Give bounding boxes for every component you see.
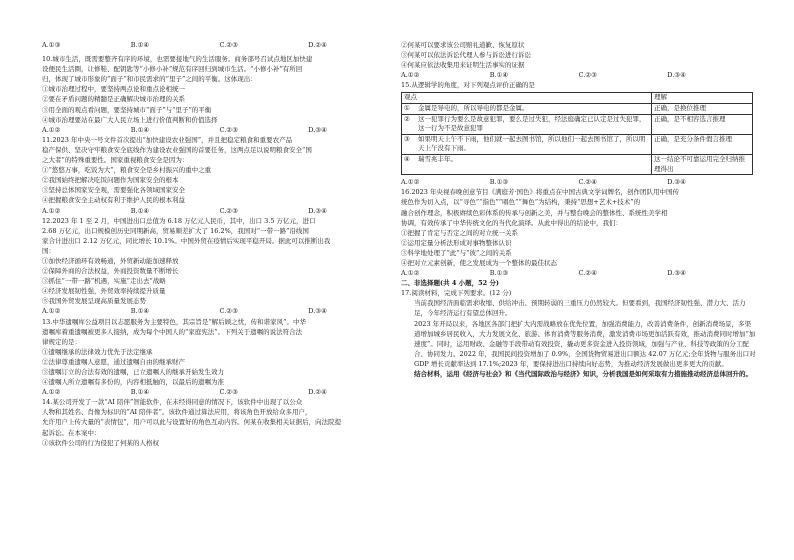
q13-item: ④遗嘱人所立遗嘱有多份的，内容相抵触的，以最后的遗嘱为准 <box>42 378 224 387</box>
option-c: C.②③ <box>219 125 238 134</box>
option-d: D.③④ <box>308 125 327 134</box>
question-12 <box>42 216 397 317</box>
option-c: C.②③ <box>219 206 238 215</box>
table-row <box>402 114 753 134</box>
row-number: ① <box>402 104 417 115</box>
q11-stem-line: 之大者”的特殊重要性。国家重视粮食安全是因为： <box>42 156 189 165</box>
q13-stem-line: 13.中华遗嘱库公益项目以志愿服务为主要特色，其宗旨是“解后顾之忧，传和谐家风”。中华 <box>42 317 306 326</box>
option-b: B.①④ <box>130 125 150 134</box>
q16-item: ①把握了肯定与否定之间的对立统一关系 <box>401 228 518 237</box>
question-11 <box>42 135 397 216</box>
q12-stem-line: 2.68 万亿元，出口规模创历史同期新高，贸易顺差扩大了 16.2%，我国对“一带一路”沿线国 <box>42 226 309 235</box>
q14-item: ①该软件公司的行为侵犯了何某的人格权 <box>42 438 159 447</box>
q12-stem-line: 家合计进出口 2.12 万亿元，同比增长 10.1%。中国外贸在疫情后实现平稳开局。据此可以推断出我 <box>42 236 331 245</box>
q13-stem-line: 遗嘱库着重遗嘱被更多人接纳，成为每个中国人的“家庭宪法”。下列关于遗嘱的说法符合法 <box>42 327 303 336</box>
question-16 <box>401 187 756 278</box>
option-b: B.①③ <box>489 178 509 187</box>
option-b: B.①④ <box>130 307 150 316</box>
q12-stem-line: 12.2023 年 1 至 2 月，中国进出口总值为 6.18 万亿元人民币，其中，出口 3.5 万亿元，进口 <box>42 216 316 225</box>
q10-item: ①城市治理过程中，要坚持两点论和重点论相统一 <box>42 85 185 94</box>
row-viewpoint: 如果明天上午不下雨，他们就一起去图书馆，所以他们一起去图书馆了，所以明天上午没有下雨。 <box>416 134 652 154</box>
q16-stem-line: 协调，有效传承了中华传统文化的当代化演绎。从此中得出的结论中，我们： <box>401 218 622 227</box>
option-b: B.①④ <box>130 41 150 49</box>
q16-stem-line: 融合创作理念，积极赓续色彩体系的传承与创新之美，并与整台晚会的整体性、系统性美学相 <box>401 208 668 217</box>
option-a: A.①② <box>42 307 61 316</box>
option-a: A.①② <box>401 178 420 187</box>
row-understanding: 正确，是换位推理 <box>652 104 753 115</box>
option-a: A.①② <box>42 125 61 134</box>
q10-options <box>42 125 397 135</box>
q14-stem-line: 14.某公司开发了一款“AI 陪伴”智能软件，在未经得同意的情况下，该软件中出现了以公众 <box>42 398 303 407</box>
q14-item: ②何某可以要求该公司赔礼道歉、恢复原状 <box>401 41 525 49</box>
right-column <box>401 40 756 379</box>
q12-item: ③抓住“一带一路”机遇，实施“走出去”战略 <box>42 277 166 286</box>
q10-stem-line: 设便民生活圈，让修鞋、配钥匙等“小修小补”规范有序回归到城市生活。“小修小补”有所回 <box>42 65 303 74</box>
q10-item: ②要在矛盾问题的精髓是正确解决城市治理的关系 <box>42 95 185 104</box>
question-14 <box>42 397 397 447</box>
q14-item: ③何某可以依法诉讼代理人参与诉讼进行诉讼 <box>401 51 531 60</box>
row-number: ③ <box>402 134 417 154</box>
row-viewpoint: 金属是导电的，所以导电的都是金属。 <box>416 104 652 115</box>
option-b: B.①④ <box>130 206 150 215</box>
option-d: D.③④ <box>308 206 327 215</box>
option-c: C.②③ <box>219 388 238 397</box>
question-17 <box>401 288 756 379</box>
q16-options <box>401 268 756 278</box>
q10-stem-line: 10.城市生活，既需要整齐有序的环境，也需要接地气的生活服务。商务部号召试点地区加快建 <box>42 55 313 64</box>
option-a: A.①③ <box>42 41 61 49</box>
q12-stem-line: 国： <box>42 246 55 255</box>
row-understanding: 这一结论不可靠运用完全归纳推理得出 <box>652 155 753 175</box>
row-viewpoint: 瑞雪兆丰年。 <box>416 155 652 175</box>
q10-item: ④城市治理要站在最广大人民立场上进行价值判断和价值选择 <box>42 115 218 124</box>
q14-options <box>401 70 756 80</box>
q13-item: ②法律尊重遗嘱人意愿，通过遗嘱自由的继承财产 <box>42 357 185 366</box>
q11-item: ④把握粮食安全主动权有利于维护人民的根本利益 <box>42 196 185 205</box>
q16-item: ④把对立元素创新，使之发展成为一个整体的最佳状态 <box>401 258 557 267</box>
q10-stem-line: 归，体现了城市形象的“面子”和市民需求的“里子”之间的平衡。这体现出： <box>42 75 257 84</box>
option-a: A.①② <box>42 206 61 215</box>
option-c: C.②③ <box>219 41 238 49</box>
q14-stem-line: 起诉讼。在本案中： <box>42 428 101 437</box>
q13-stem-line: 律规定的是： <box>42 337 81 346</box>
q12-item: ②保障外商的合法权益，外商投资数量不断增长 <box>42 267 179 276</box>
option-b: B.①④ <box>130 388 150 397</box>
q15-options <box>401 177 756 187</box>
option-b: B.①④ <box>489 71 509 80</box>
row-viewpoint: 这一犯罪行为要么是故意犯罪，要么是过失犯，经法庭确定已认定是过失犯罪，这一行为不是故意犯罪 <box>416 114 652 134</box>
option-d: D.③④ <box>308 307 327 316</box>
option-b: B.①③ <box>489 269 509 278</box>
q14-stem-line: 允许用户上传大量的“表情包”，用户可以此与设置好的角色互动内容。何某在收集相关证据后，向法院提 <box>42 418 342 427</box>
q11-stem-line: 稳产保供、坚决守牢粮食安全底线作为建设农业强国的首要任务，这两点足以说明粮食安全“国 <box>42 145 312 154</box>
q13-item: ①遗嘱继承的法律效力优先于法定继承 <box>42 347 153 356</box>
question-13 <box>42 317 397 398</box>
row-understanding: 正确，是不相容选言推理 <box>652 114 753 134</box>
row-number: ④ <box>402 155 417 175</box>
option-d: D.③④ <box>667 71 686 80</box>
q11-item: ①“悠悠万事，吃饭为大”，粮食安全是乡村振兴的重中之重 <box>42 166 212 175</box>
q12-options <box>42 306 397 316</box>
row-number: ② <box>402 114 417 134</box>
option-a: A.①② <box>42 388 61 397</box>
q15-stem: 15.从逻辑学的角度，对下列观点评价正确的是 <box>401 81 535 90</box>
q13-options <box>42 387 397 397</box>
option-d: D.③④ <box>667 178 686 187</box>
option-c: C.②④ <box>578 178 597 187</box>
q12-item: ⑤我国外贸发展呈现高质量发展态势 <box>42 297 146 306</box>
q17-stem: 17.阅读材料，完成下列要求。(12 分) <box>401 289 512 298</box>
q12-item: ④经济发展韧性强，外贸效率持续提升质量 <box>42 287 166 296</box>
option-d: D.②④ <box>308 41 327 49</box>
option-a: A.①② <box>401 71 420 80</box>
q14-stem-line: 人物和其姓名、肖像为标识的“AI 陪伴者”。该软件通过算法应用，将该角色开放给众多用户， <box>42 408 312 417</box>
q11-item: ②我国始终把解决吃饭问题作为国家安全的根本 <box>42 176 179 185</box>
question-10 <box>42 54 397 135</box>
q16-stem-line: 统色作为切入点，以“寻色”“指色”“唱色”“舞色”为结构，秉持“思想+艺术+技术”的 <box>401 198 641 207</box>
q17-task: 结合材料，运用《经济与社会》和《当代国际政治与经济》知识，分析我国是如何采取有力措施推动经济总体回升的。 <box>414 370 752 378</box>
q11-item: ③坚持总体国家安全观，需要强化各领域国家安全 <box>42 186 185 195</box>
q15-table <box>401 92 753 175</box>
table-row <box>402 134 753 154</box>
q17-paragraph: 2023 年开局以来，各地区各部门把扩大内需战略放在优先位置，加强消费能力，改善消费条件，创新消费场景，多渠道增加城乡居民收入，大力发展文化、旅游、体育消费等服务消费，激发消费市场更加活跃有效，推动消费同时增加“加速度”。同时，运用财政、金融等手段带动有效投资，撬动更多资金进入投资领域，加强与产业、科技等政策的分工配合、协同发力。2022 年，我国民间投资增加了 0.9%，全国货物贸易进出口额达 42.07 万亿元;全年货物与服务出口对 GDP 增长贡献率达到 17.1%;2023 年，要保持进出口持续向好态势，为推动经济发展做出更多更大的贡献。 <box>414 319 756 368</box>
table-header-row <box>402 93 753 104</box>
option-c: C.②③ <box>219 307 238 316</box>
option-c: C.②④ <box>578 269 597 278</box>
q16-item: ③科学地处理了“此”与“彼”之间的关系 <box>401 248 512 257</box>
table-row <box>402 104 753 115</box>
q16-item: ②运用定量分析法形成对事物整体认识 <box>401 238 512 247</box>
table-row <box>402 155 753 175</box>
q11-options <box>42 206 397 216</box>
question-14-continued <box>401 40 756 80</box>
q16-stem-line: 16.2023 年央视春晚创意节目《满庭芳·国色》将重点在中国古典文学词牌名，创作团队用中国传 <box>401 188 680 197</box>
section-heading: 二、非选择题(共 4 小题，52 分) <box>401 279 500 288</box>
q10-item: ③用全面的观点看问题，要坚持城市“面子”与“里子”的平衡 <box>42 105 212 114</box>
option-a: A.①② <box>401 269 420 278</box>
q13-item: ③遗嘱订立的合法有效的遗嘱，已立遗嘱人的继承开始发生效力 <box>42 368 224 376</box>
table-header-viewpoint: 观点 <box>402 93 652 104</box>
top-options <box>42 40 397 50</box>
q17-paragraph: 当前我国经济面临需求收缩、供给冲击、预期转弱的三重压力仍然较大。但要看到，我国经济韧性强、潜力大、活力足，今年经济运行有望总体回升。 <box>414 299 746 318</box>
option-d: D.③④ <box>667 269 686 278</box>
left-column <box>42 40 397 448</box>
q14-item: ④何某应依法收集用来证明生活事实的证据 <box>401 61 525 70</box>
q12-item: ①加快经济循环有效畅通，外贸新动能加速释放 <box>42 256 179 265</box>
q11-stem-line: 11.2023 年中央一号文件首次提出“加快建设农业强国”，并且把稳定粮食和重要农产品 <box>42 135 293 144</box>
question-15 <box>401 80 756 187</box>
table-header-understanding: 理解 <box>652 93 753 104</box>
option-c: C.②③ <box>578 71 597 80</box>
row-understanding: 正确，是充分条件假言推理 <box>652 134 753 154</box>
option-d: D.②④ <box>308 388 327 397</box>
